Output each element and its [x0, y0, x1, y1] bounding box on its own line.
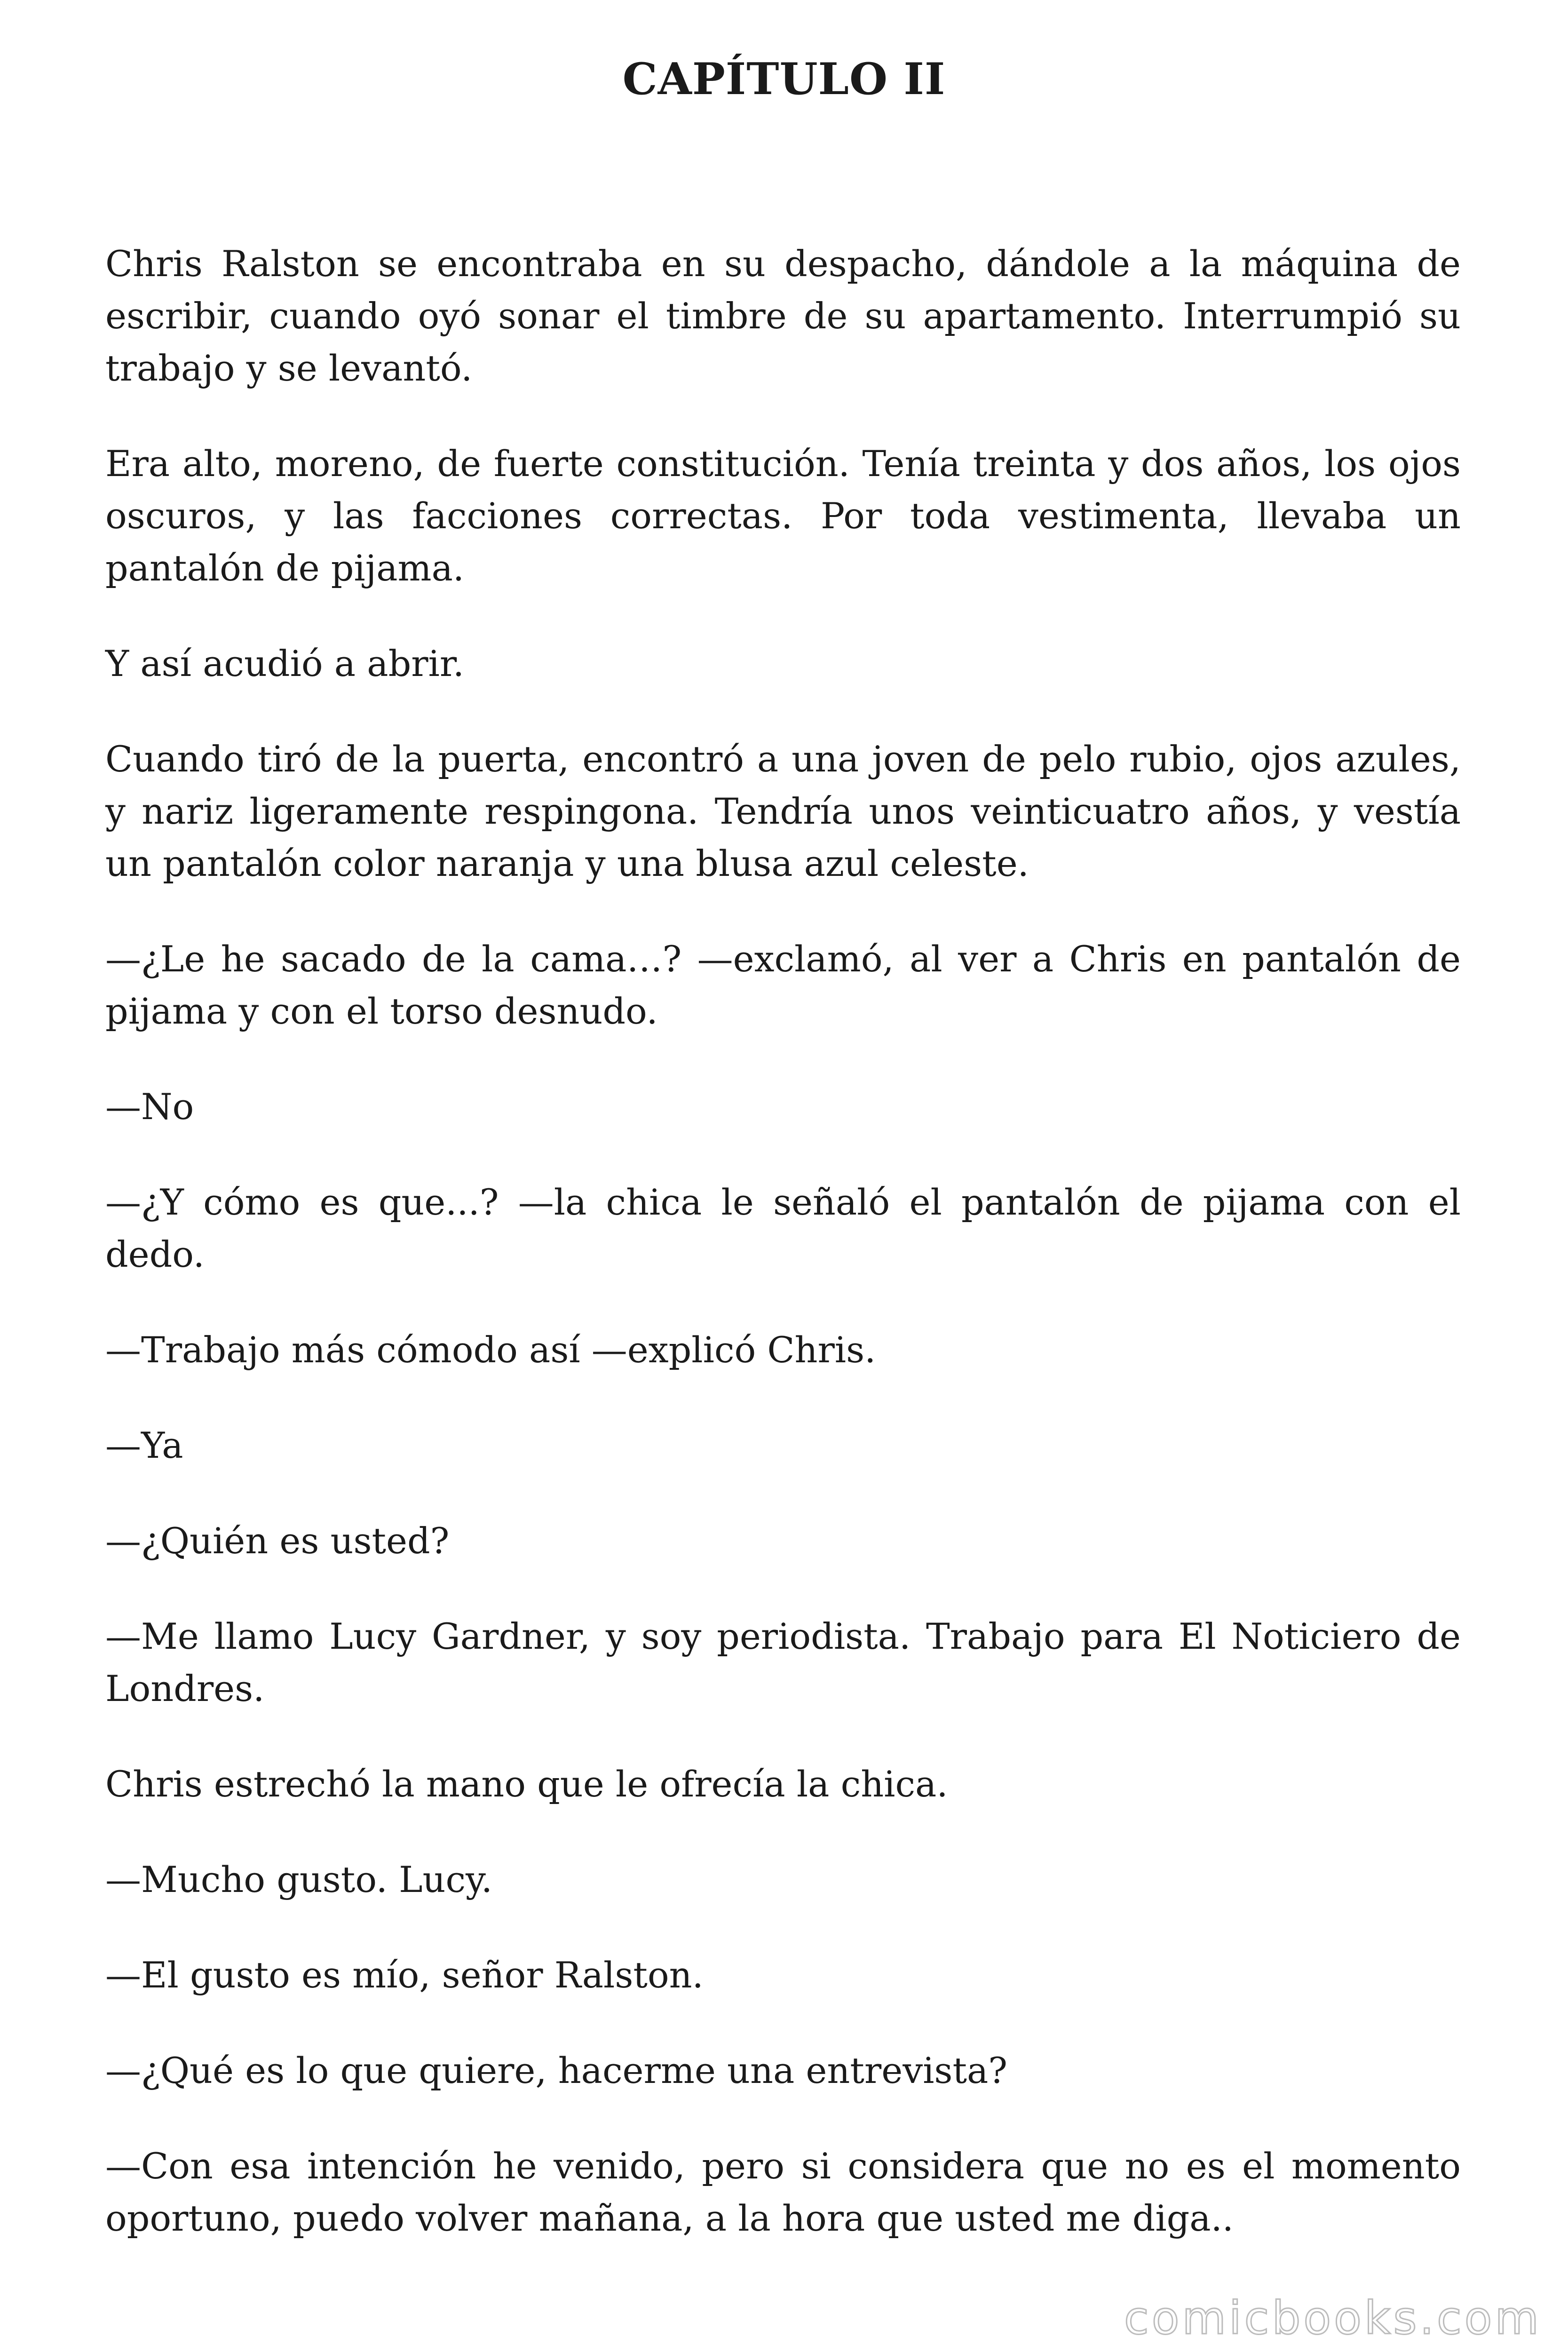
paragraph: —¿Le he sacado de la cama…? —exclamó, al ver a Chris en pantalón de pijama y con el torso desnudo.: [105, 938, 1461, 1032]
chapter-title: CAPÍTULO II: [622, 53, 946, 104]
paragraph: —¿Y cómo es que...? —la chica le señaló el pantalón de pijama con el dedo.: [105, 1181, 1461, 1275]
paragraph: —Mucho gusto. Lucy.: [105, 1859, 493, 1900]
paragraph: —Con esa intención he venido, pero si considera que no es el momento oportuno, puedo volver mañana, a la hora que usted me diga..: [105, 2145, 1461, 2239]
paragraph: —¿Qué es lo que quiere, hacerme una entrevista?: [105, 2050, 1008, 2091]
chapter-body: [105, 238, 1461, 2288]
paragraph: Cuando tiró de la puerta, encontró a una joven de pelo rubio, ojos azules, y nariz ligeramente respingona. Tendría unos veinticuatro años, y vestía un pantalón color naranja y una blusa azul celeste.: [105, 738, 1461, 884]
paragraph: Y así acudió a abrir.: [105, 643, 465, 684]
paragraph: —El gusto es mío, señor Ralston.: [105, 1954, 704, 1996]
paragraph: —No: [105, 1086, 194, 1128]
paragraph: Chris Ralston se encontraba en su despacho, dándole a la máquina de escribir, cuando oyó sonar el timbre de su apartamento. Interrumpió su trabajo y se levantó.: [105, 243, 1461, 389]
paragraph: Chris estrechó la mano que le ofrecía la chica.: [105, 1763, 948, 1805]
paragraph: —Trabajo más cómodo así —explicó Chris.: [105, 1329, 876, 1371]
paragraph: —Me llamo Lucy Gardner, y soy periodista. Trabajo para El Noticiero de Londres.: [105, 1615, 1461, 1709]
paragraph: —Ya: [105, 1424, 183, 1466]
paragraph: —¿Quién es usted?: [105, 1520, 450, 1562]
paragraph: Era alto, moreno, de fuerte constitución. Tenía treinta y dos años, los ojos oscuros, y las facciones correctas. Por toda vestimenta, llevaba un pantalón de pijama.: [105, 443, 1461, 589]
watermark: comicbooks.com: [1124, 2292, 1542, 2344]
